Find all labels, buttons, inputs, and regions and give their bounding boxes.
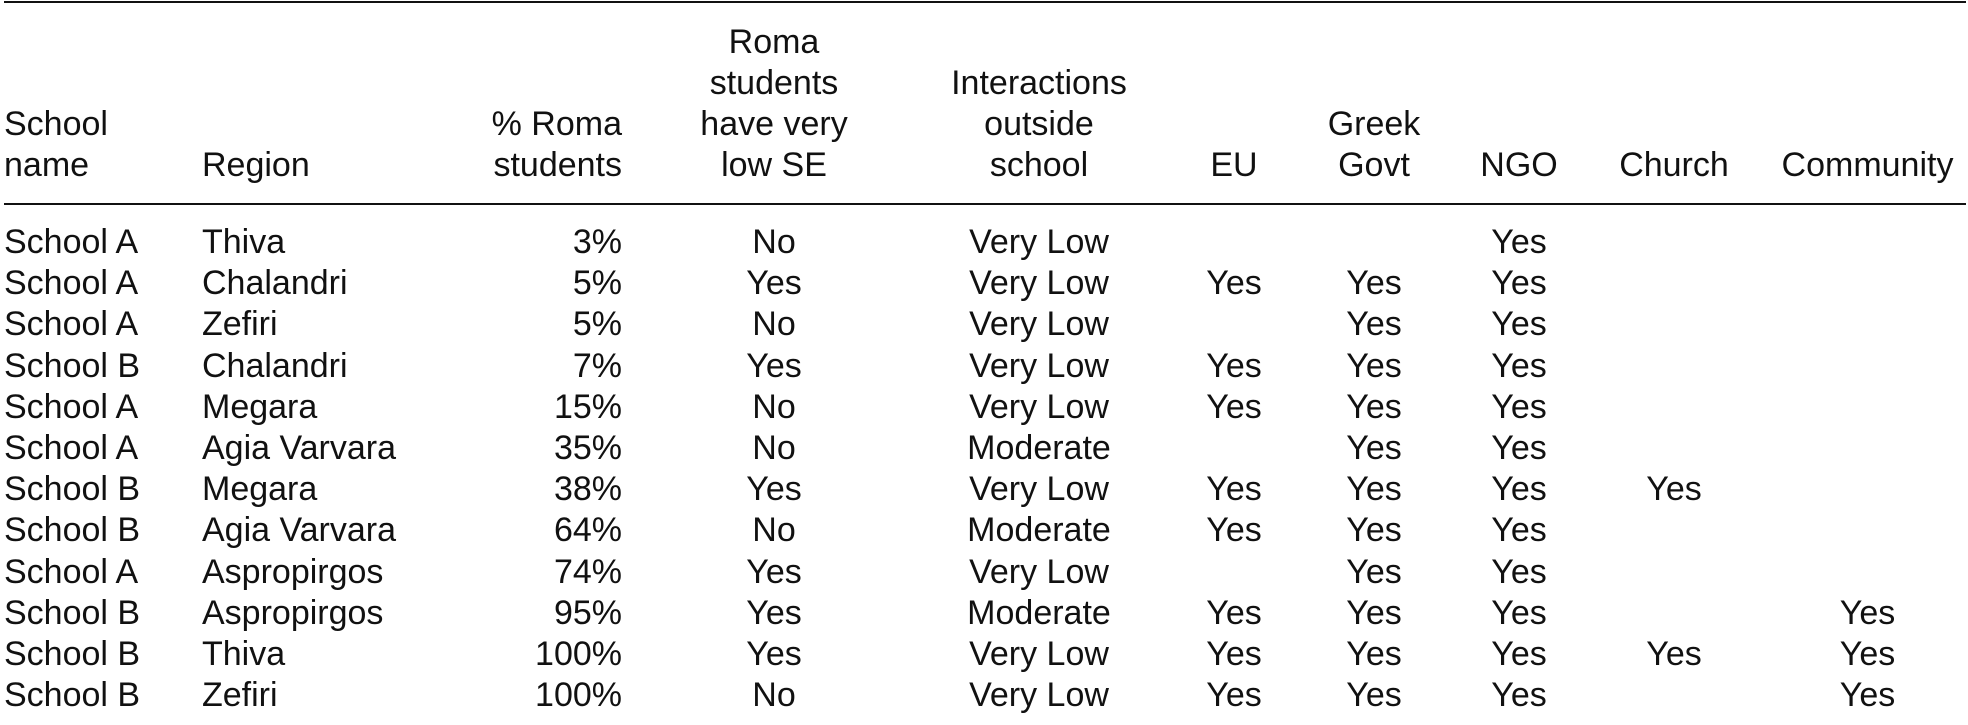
cell-ngo: Yes [1491,511,1547,550]
cell-inter: Moderate [967,593,1111,632]
table-row [4,675,1966,716]
cell-gov: Yes [1346,676,1402,715]
cell-lowse: No [752,676,796,715]
cell-region: Megara [202,387,318,426]
cell-gov: Yes [1346,593,1402,632]
cell-ngo: Yes [1491,346,1547,385]
table-row [4,263,1966,304]
column-header-region: Region [202,146,310,184]
cell-region: Thiva [202,223,286,261]
cell-gov: Yes [1346,305,1402,344]
cell-gov: Yes [1346,387,1402,426]
cell-pct: 100% [535,634,622,673]
cell-school: School A [4,387,139,426]
column-header-community: Community [1781,146,1954,184]
cell-eu: Yes [1206,511,1262,550]
cell-eu: Yes [1206,470,1262,509]
cell-pct: 100% [535,676,622,715]
cell-eu: Yes [1206,346,1262,385]
cell-inter: Very Low [969,223,1109,261]
cell-ngo: Yes [1491,223,1547,261]
cell-inter: Very Low [969,676,1109,715]
cell-region: Aspropirgos [202,552,384,591]
cell-pct: 5% [572,264,622,303]
cell-church: Yes [1646,634,1702,673]
cell-lowse: Yes [746,346,802,385]
cell-pct: 64% [553,511,622,550]
cell-school: School B [4,676,141,715]
cell-comm: Yes [1839,634,1896,673]
column-header-greek-govt: Greek Govt [1327,105,1421,184]
cell-inter: Moderate [967,511,1111,550]
cell-pct: 38% [553,470,622,509]
cell-school: School A [4,264,139,303]
cell-gov: Yes [1346,634,1402,673]
table-row [4,304,1966,345]
cell-eu: Yes [1206,264,1262,303]
cell-school: School A [4,552,139,591]
cell-region: Thiva [202,634,286,673]
cell-pct: 74% [553,552,622,591]
cell-school: School B [4,346,141,385]
cell-inter: Very Low [969,264,1109,303]
cell-ngo: Yes [1491,470,1547,509]
table-row [4,634,1966,675]
cell-inter: Very Low [969,634,1109,673]
column-header-low-se: Roma students have very low SE [700,23,848,184]
cell-lowse: No [752,305,796,344]
cell-lowse: Yes [746,634,802,673]
cell-gov: Yes [1346,511,1402,550]
cell-school: School B [4,470,141,509]
cell-gov: Yes [1346,428,1402,467]
table-row [4,510,1966,551]
cell-region: Zefiri [202,305,278,344]
cell-comm: Yes [1839,593,1896,632]
cell-region: Chalandri [202,264,348,303]
cell-region: Agia Varvara [202,511,397,550]
cell-gov: Yes [1346,552,1402,591]
cell-inter: Moderate [967,428,1111,467]
column-header-church: Church [1619,146,1729,184]
column-header-school-name: School name [4,105,108,184]
table-row [4,346,1966,387]
cell-inter: Very Low [969,387,1109,426]
cell-inter: Very Low [969,470,1109,509]
cell-eu: Yes [1206,593,1262,632]
cell-ngo: Yes [1491,593,1547,632]
cell-inter: Very Low [969,305,1109,344]
cell-school: School A [4,305,139,344]
column-header-interactions: Interactions outside school [951,64,1127,184]
cell-ngo: Yes [1491,305,1547,344]
column-header-pct-roma: % Roma students [491,105,622,184]
cell-pct: 3% [572,223,622,261]
cell-ngo: Yes [1491,428,1547,467]
cell-lowse: Yes [746,264,802,303]
cell-school: School B [4,511,141,550]
cell-pct: 5% [572,305,622,344]
cell-region: Megara [202,470,318,509]
cell-inter: Very Low [969,346,1109,385]
cell-comm: Yes [1839,676,1896,715]
cell-pct: 15% [553,387,622,426]
cell-ngo: Yes [1491,552,1547,591]
cell-region: Zefiri [202,676,278,715]
table-row [4,387,1966,428]
cell-lowse: Yes [746,552,802,591]
cell-ngo: Yes [1491,676,1547,715]
cell-lowse: No [752,387,796,426]
table-row [4,552,1966,593]
cell-gov: Yes [1346,346,1402,385]
table-row [4,428,1966,469]
cell-lowse: Yes [746,470,802,509]
table-row [4,593,1966,634]
header-rule [4,203,1966,205]
cell-lowse: No [752,428,796,467]
table-row [4,469,1966,510]
cell-gov: Yes [1346,470,1402,509]
cell-church: Yes [1646,470,1702,509]
cell-eu: Yes [1206,387,1262,426]
cell-eu: Yes [1206,634,1262,673]
cell-inter: Very Low [969,552,1109,591]
cell-ngo: Yes [1491,264,1547,303]
cell-ngo: Yes [1491,387,1547,426]
cell-ngo: Yes [1491,634,1547,673]
cell-gov: Yes [1346,264,1402,303]
table-row [4,222,1966,263]
cell-pct: 95% [553,593,622,632]
column-header-eu: EU [1210,146,1258,184]
cell-eu: Yes [1206,676,1262,715]
cell-region: Aspropirgos [202,593,384,632]
cell-pct: 7% [572,346,622,385]
cell-pct: 35% [553,428,622,467]
cell-lowse: No [752,223,796,261]
cell-school: School B [4,634,141,673]
cell-lowse: Yes [746,593,802,632]
table-body [4,222,1966,716]
column-header-ngo: NGO [1480,146,1558,184]
cell-region: Chalandri [202,346,348,385]
cell-region: Agia Varvara [202,428,397,467]
table-header [4,0,1966,200]
cell-school: School B [4,593,141,632]
cell-lowse: No [752,511,796,550]
cell-school: School A [4,223,139,261]
cell-school: School A [4,428,139,467]
